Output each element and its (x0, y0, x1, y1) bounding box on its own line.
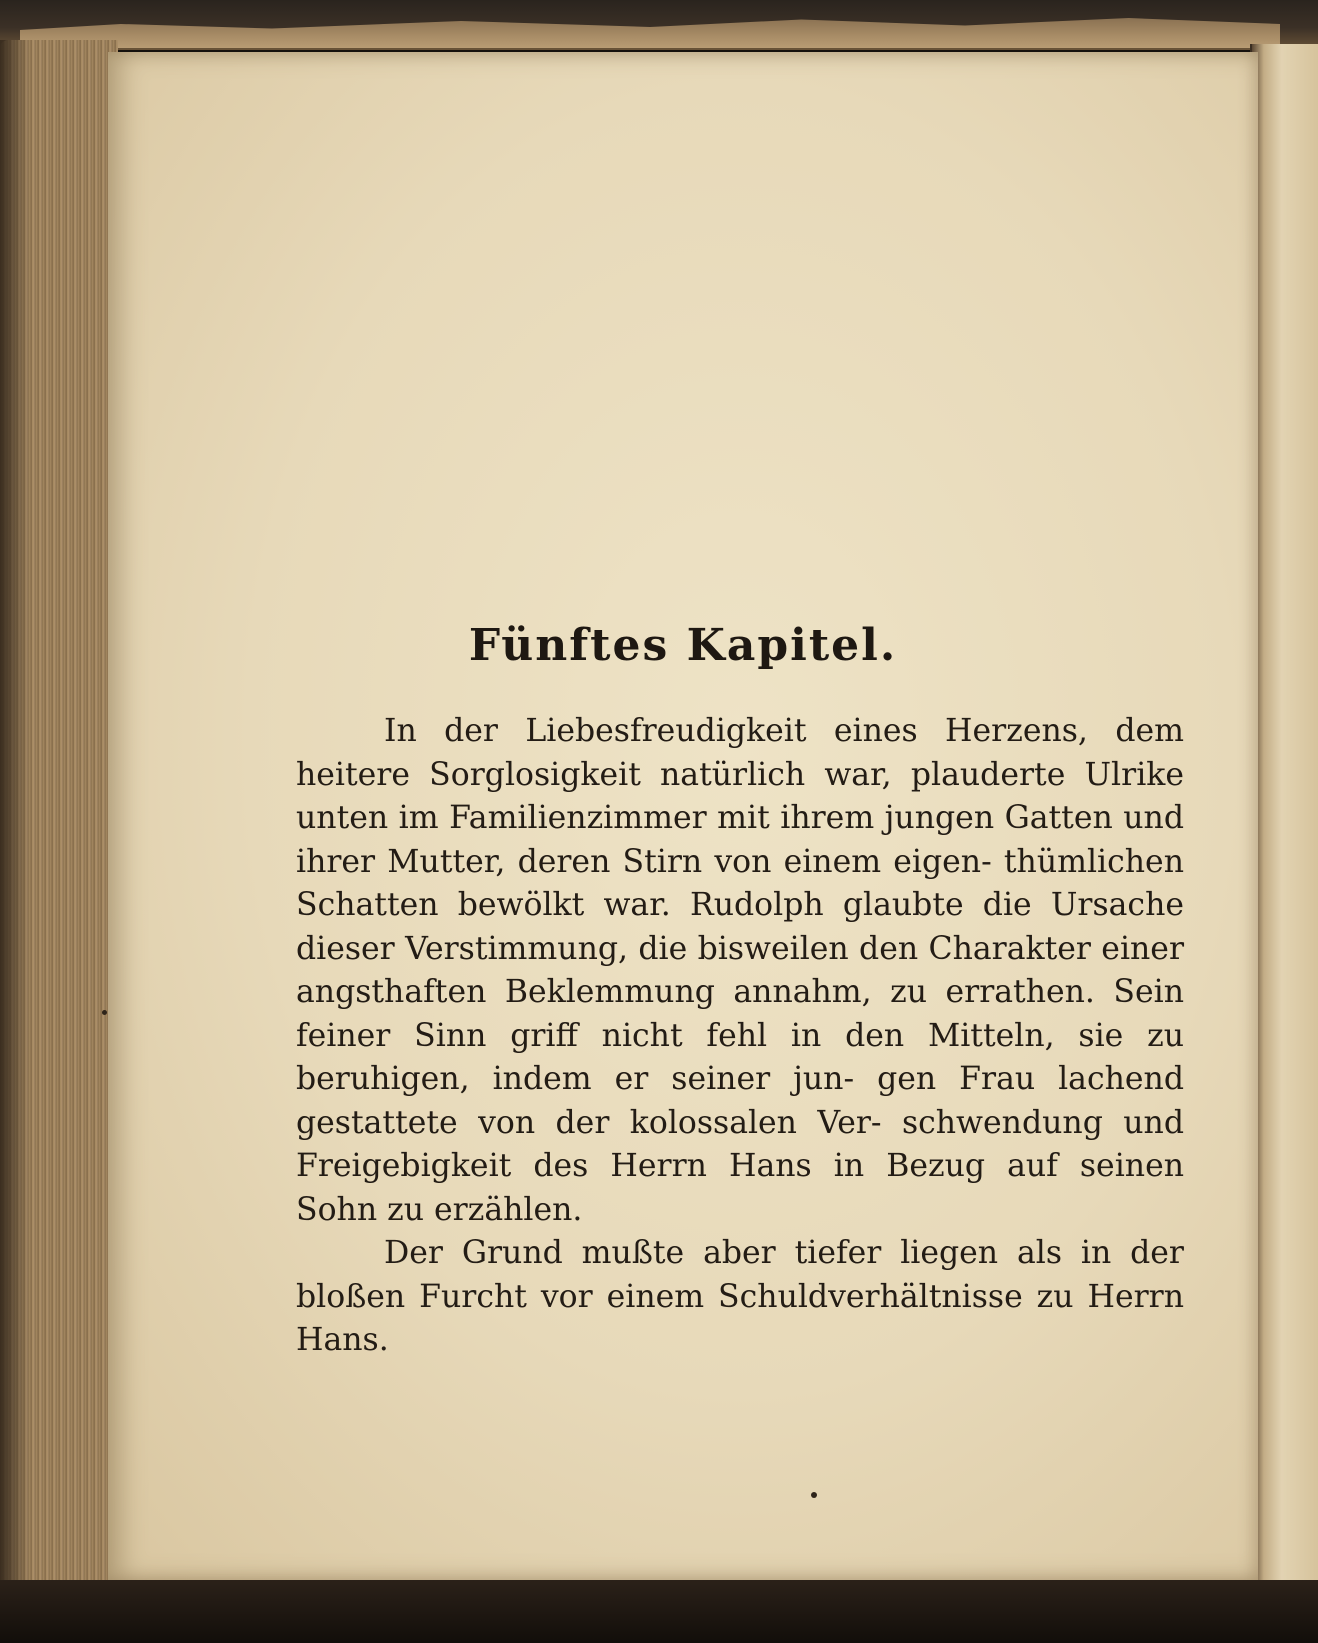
paragraph: Der Grund mußte aber tiefer liegen als in der bloßen Furcht vor einem Schuldverhältnisse zu Herrn Hans. (296, 1235, 1184, 1358)
chapter-title: Fünftes Kapitel. (468, 620, 898, 671)
chapter-body (296, 710, 1184, 1363)
page-edges-shadow (0, 40, 30, 1590)
facing-page-sliver (1252, 44, 1318, 1604)
paper-speck (102, 1010, 107, 1015)
book-bottom-shadow (0, 1580, 1318, 1643)
paragraph: In der Liebesfreudigkeit eines Herzens, dem heitere Sorglosigkeit natürlich war, plauderte Ulrike unten im Familienzimmer mit ihrem jungen Gatten und ihrer Mutter, deren Stirn von einem eigen- thümlichen Schatten bewölkt war. Rudolph glaubte die Ursache dieser Verstimmung, die bisweilen den Charakter einer angsthaften Beklemmung annahm, zu errathen. Sein feiner Sinn griff nicht fehl in den Mitteln, sie zu beruhigen, indem er seiner jun- gen Frau lachend gestattete von der kolossalen Ver- schwendung und Freigebigkeit des Herrn Hans in Bezug auf seinen Sohn zu erzählen. (296, 713, 1184, 1228)
paper-speck (811, 1492, 817, 1498)
